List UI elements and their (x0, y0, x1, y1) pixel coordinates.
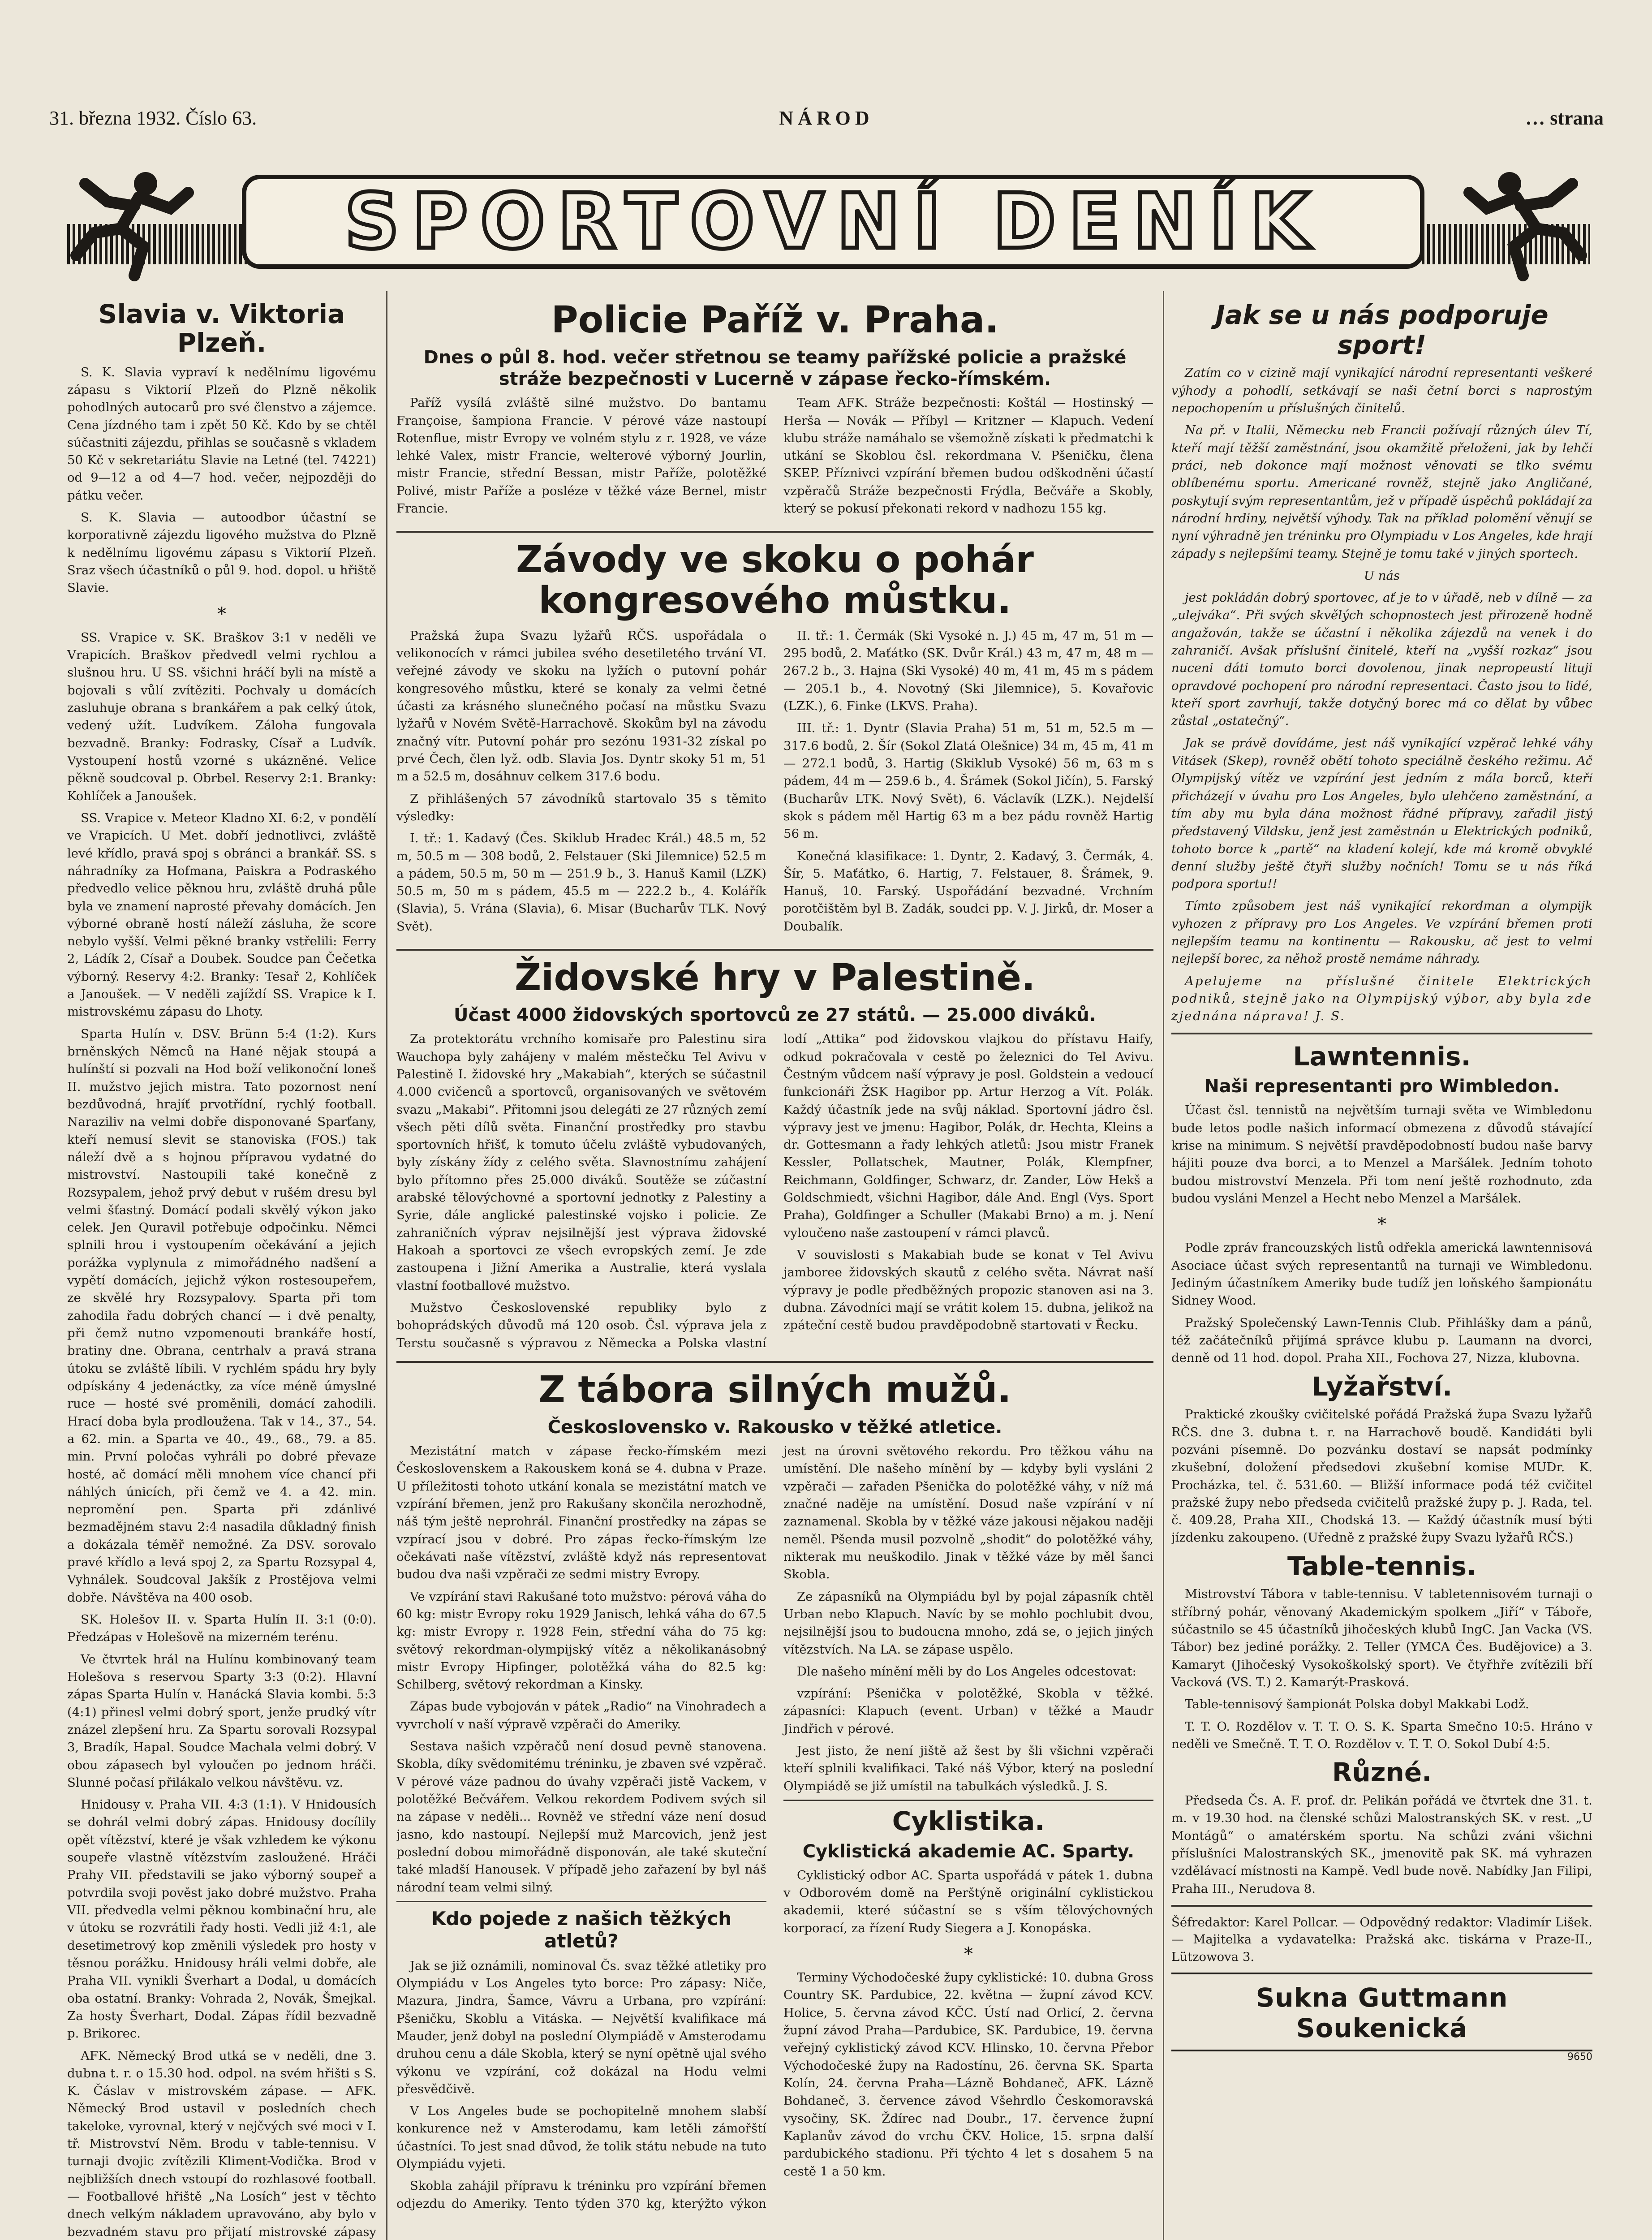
column-right (1171, 296, 1592, 2240)
column-rule (386, 291, 387, 2240)
paragraph: Jest jisto, že není jiště až šest by šli všichni vzpěrači kteří splnili kvalifikaci. Také náš Výbor, který na poslední Olympiádě se již umístil na tabulkách výsledků. J. S. (783, 1744, 1153, 1793)
paragraph: Sparta Hulín v. DSV. Brünn 5:4 (1:2). Kurs brněnských Němců na Hané nějak stoupá a hulínští si pozvali na Hod boží velikonoční loneš II. mužstvo jejich mistra. Tato pozornost není bezdůvodná, hrajíť prvotřídní, rychlý football. Naraziliv na velmi dobře disponované Sparťany, kteří nemusí slevit se stanoviska (FOS.) tak náleží dvě a s hojnou přípravou vydatné do mistrovství. Nastoupili také konečně z Rozsypalem, jehož prvý debut v rušém dresu byl velmi šťastný. Domácí podali skvělý výkon jako celek. Jen Quravil potřebuje odpočinku. Němci splnili hrou i vystoupením očekávání a jejich porážka vyplynula z mimořádného nadšení a vypětí domácích, jejichž výkon rostesoupeřem, ze skvělé hry Rozsypalovy. Sparta při tom zahodila řadu dobrých chancí — i dvě penalty, při čemž nutno vzpomenouti brankáře hostí, bratiny dne. Obrana, centrhalv a pravá strana útoku se zvláště líbili. V rychlém spádu hry byly odpískány 4 jedenáctky, za více méně úmyslné ruce — hosté své proměnili, domácí zahodili. Hrací doba byla prodloužena. Tak v 14., 37., 54. a 62. min. a Sparta ve 40., 49., 68., 79. a 85. min. První poločas vyhráli po dobré převaze hosté, ač domácí měli mnohem více chancí při náhlých únicích, při čemž ve 4. a 42. min. nepromění pen. Sparta při zdánlivé bezmadějném stavu 2:4 nasadila důkladný finish a dokázala téměř nemožné. Za DSV. sorovalo pravé křídlo a levá spoj 2, za Spartu Rozsypal 4, Vyhnálek. Soudcoval Jakšík z Prostějova velmi dobře. Návštěva na 400 osob. (67, 1026, 376, 1605)
headline-kdo: Kdo pojede z našich těžkých atletů? (431, 1907, 732, 1952)
paragraph: S. K. Slavia vypraví k nedělnímu ligovému zápasu s Viktorií Plzeň do Plzně několik pohodlných autocarů pro své členstvo a zájemce. Cena jízdného tam i zpět 50 Kč. Kdo by se chtěl súčastniti zájezdu, přihlas se současně s vkladem 50 Kč v sekretariátu Slavie na Letné (tel. 74221) od 9—12 a od 4—7 hod. večer, nejpozději do pátku večer. (67, 365, 376, 503)
divider (396, 1361, 1153, 1363)
paragraph: Pražská župa Svazu lyžařů RČS. uspořádala o velikonocích v rámci jubilea svého desetiletého trvání VI. veřejné závody ve skoku na lyžích o putovní pohár kongresového můstku, které se konaly za velmi četné účasti za krásného slunečného počasí na můstku Svazu lyžařů v Novém Světě-Harrachově. Skokům byl na závodu značný vítr. Putovní pohár pro sezónu 1931-32 získal po prvé Čech, člen lyž. odb. Slavia Jos. Dyntr skoky 51 m, 51 m a 52.5 m, dosáhnuv celkem 317.6 bodu. (396, 628, 766, 784)
paragraph: V souvislosti s Makabiah bude se konat v Tel Avivu jamboree židovských skautů z celého světa. Návrat naší výpravy je podle předběžných propozic stanoven asi na 3. dubna. Závodníci mají se vrátit kolem 15. dubna, jelikož na zpáteční cestě budou pravděpodobně startovati v Řecku. (783, 1248, 1153, 1333)
page-number: … strana (1525, 107, 1604, 129)
headline-zidovske: Židovské hry v Palestině. (514, 956, 1036, 999)
paragraph: Pražský Společenský Lawn-Tennis Club. Přihlášky dam a pánů, též začátečníků přijímá správce klubu p. Laumann na dvorci, denně od 11 hod. dopol. Praha XII., Fochova 27, Nizza, klubovna. (1171, 1315, 1592, 1366)
paragraph: Podle zpráv francouzských listů odřekla americká lawntennisová Asociace účast svých representantů na turnaji ve Wimbledonu. Jediným účastníkem Ameriky bude tudíž jen loňského šampionátu Sidney Wood. (1171, 1241, 1592, 1308)
column-left (67, 296, 376, 2240)
headline-slavia: Slavia v. Viktoria Plzeň. (98, 299, 345, 358)
paragraph: Z přihlášených 57 závodníků startovalo 35 s těmito výsledky: (396, 791, 766, 823)
paragraph: V Los Angeles bude se pochopitelně mnohem slabší konkurence než v Amsterodamu, kam letěli zámořští účastníci. To jest snad důvod, že tolik státu nebude na tuto Olympiádu vyjeti. (396, 2104, 766, 2171)
subheadline-policie: Dnes o půl 8. hod. večer střetnou se teamy pařížské policie a pražské stráže bezpečnosti v Lucerně v zápase řecko-římském. (423, 347, 1127, 390)
separator-star: * (1377, 1214, 1386, 1235)
imprint: Šéfredaktor: Karel Pollcar. — Odpovědný redaktor: Vladimír Lišek. — Majitelka a vydavatelka: Pražská akc. tiskárna v Praze-II., Lützowova 3. (1171, 1915, 1592, 1964)
paragraph: SS. Vrapice v. SK. Braškov 3:1 v neděli ve Vrapicích. Braškov předvedl velmi rychlou a slušnou hru. U SS. všichni hráčí byli na místě a bojovali s vůlí zvítěziti. Pochvaly u domácích zasluhuje obrana s brankářem a pak celký útok, vedený užít. Ludvíkem. Záloha fungovala bezvadně. Branky: Fodrasky, Císař a Ludvík. Vystoupení hostů vzorné s ukázněné. Velice pěkně soudcoval p. Obrbel. Reservy 2:1. Branky: Kohlíček a Janoušek. (67, 630, 376, 803)
subheadline-cyklistika: Cyklistická akademie AC. Sparty. (802, 1841, 1135, 1862)
article-zavody (396, 540, 1153, 940)
paragraph: vzpírání: Pšenička v polotěžké, Skobla v těžké. zápasníci: Klapuch (event. Urban) v těžké a Maudr Jindřich v pérové. (783, 1686, 1153, 1736)
paragraph: SS. Vrapice v. Meteor Kladno XI. 6:2, v pondělí ve Vrapicích. U Met. dobří jednotlivci, zvláště levé křídlo, pravá spoj s obránci a brankář. SS. s náhradníky za Hofmana, Paiskra a Podraského předvedlo velice pěknou hru, zvláště druhá půle byla ve znamení naprosté převahy domácích. Jen výborné obraně hostí náleží zásluha, že score nebylo vyšší. Velmi pěkné branky vstřelili: Ferry 2, Ládík 2, Císař a Doubek. Soudce pan Čečetka výborný. Reservy 4:2. Branky: Tesař 2, Kohlíček a Janoušek. — V neděli zajíždí SS. Vrapice k I. mistrovskému zápasu do Lhoty. (67, 810, 376, 1019)
paragraph: Ve vzpírání stavi Rakušané toto mužstvo: pérová váha do 60 kg: mistr Evropy roku 1929 Janisch, lehká váha do 67.5 kg: mistr Evropy r. 1928 Fein, střední váha do 75 kg: světový rekordman-olympijský vítěz a několikanásobný mistr Evropy Hipfinger, polotěžká váha do 82.5 kg: Schilberg, světový rekordman a Kinsky. (396, 1589, 766, 1692)
paragraph: Team AFK. Stráže bezpečnosti: Koštál — Hostinský — Herša — Novák — Příbyl — Kritzner — Klapuch. Vedení klubu stráže namáhalo se všemožně získati k předmatchi k utkání se Skoblou čsl. rekordmana V. Pšeničku, člena SKEP. Příznivci vzpírání břemen budou odškodněni účastí vzpěračů Stráže bezpečnosti Frýdla, Bečváře a Skobly, který se pokusí překonati rekord v nadhozu 155 kg. (783, 396, 1153, 516)
paragraph: Hnidousy v. Praha VII. 4:3 (1:1). V Hnidousích se dohrál velmi dobrý zápas. Hnidousy docílily opět vítězství, které je však vzhledem ke výkonu soupeře vlastně vítězstvím zasloužené. Hráči Prahy VII. představili se jako výborný soupeř a potvrdila svoji pověst jako dobré mužstvo. Praha VII. předvedla velmi pěknou kombinační hru, ale v útoku se rozvrátili řady hosti. Vedli již 4:1, ale desetimetrový kop změnili výsledek pro hosty v těsnou porážku. Hnidousy hráli velmi dobře, ale Praha VII. vynikli Šverhart a Dodal, u domácích oba ostatní. Branky: Vohrada 2, Novák, Šmejkal. Za hosty Šverhart, Dodal. Zápas řídil bezvadně p. Brikorec. (67, 1797, 376, 2041)
paragraph: SK. Holešov II. v. Sparta Hulín II. 3:1 (0:0). Předzápas v Holešově na mizerném terénu. (67, 1612, 376, 1645)
masthead-title: SPORTOVNÍ DENÍK (242, 175, 1424, 269)
paragraph: Účast čsl. tennistů na největším turnaji světa ve Wimbledonu bude letos podle našich informací obmezena z důvodů stávající krise na minimum. S největší pravděpodobností budou naše barvy hájiti pouze dva borci, a to Menzel a Maršálek. Jedním tohoto budou mistrovství Menzela. Při tom není ještě rozhodnuto, zda budou vysláni Menzel a Hecht nebo Menzel a Maršálek. (1171, 1103, 1592, 1206)
paragraph: AFK. Německý Brod utká se v neděli, dne 3. dubna t. r. o 15.30 hod. odpol. na svém hřišti s S. K. Čáslav v mistrovském zápase. — AFK. Německý Brod ustavil v posledních chech takeloke, vyrovnal, který v nejčvých své moci v I. tř. Mistrovství Něm. Brodu v table-tennisu. V turnaji dvojic zvítězili Kliment-Vodička. Brod v nejbližších dnech vstoupí do rozhlasové football. — Footballové hřiště „Na Losích“ jest v těchto dnech velkým nákladem upravováno, aby bylo v bezvadném stavu pro přijatí mistrovské zápasy (67, 2048, 376, 2239)
divider (396, 1901, 766, 1902)
newspaper-name: NÁROD (779, 107, 874, 129)
runner-right-icon (1456, 166, 1590, 282)
running-header (49, 107, 1604, 134)
paragraph: Apelujeme na příslušné činitele Elektrických podniků, stejně jako na Olympijský výbor, aby byla zde zjednána náprava! J. S. (1171, 974, 1592, 1024)
paragraph: III. tř.: 1. Dyntr (Slavia Praha) 51 m, 51 m, 52.5 m — 317.6 bodů, 2. Šír (Sokol Zlatá Olešnice) 34 m, 45 m, 41 m — 272.1 bodů, 3. Hartig (Skiklub Vysoké) 56 m, 63 m s pádem, 44 m — 259.6 b., 4. Šrámek (Sokol Jičín), 5. Farský (Bucharův LTK. Nový Svět), 6. Václavík (LZK.). Nejdelší skok s pádem měl Hartig 63 m a bez pádu rovněž Hartig 56 m. (783, 721, 1153, 841)
paragraph: S. K. Slavia — autoodbor účastní se korporativně zájezdu ligového mužstva do Plzně k nedělnímu ligovému zápasu s Viktorií Plzeň. Sraz všech účastníků o půl 9. hod. dopol. u hřiště Slavie. (67, 510, 376, 595)
subheadline-tabora: Československo v. Rakousko v těžké atletice. (547, 1417, 1002, 1438)
paragraph: Terminy Východočeské župy cyklistické: 10. dubna Gross Country SK. Pardubice, 22. května — župní závod KCV. Holice, 5. června závod KČC. Ústí nad Orlicí, 2. června župní závod Praha—Pardubice, SK. Pardubice, 19. června veřejný cyklistický závod KCV. Hlinsko, 10. června Přebor Východočeské župy na Radostínu, 26. června SK. Sparta Kolín, 24. června Praha—Lázně Bohdaneč, AFK. Lázně Bohdaneč, 3. července závod Všehrdlo Českomoravská vysočiny, SK. Ždírec nad Doubr., 17. července župní Kaplanův závod do vrchu ČKV. Holice, 15. srpna další pardubického stadionu. Při týchto 4 let s dosahem 5 na cestě 1 a 50 km. (783, 1970, 1153, 2179)
subheadline-zidovske: Účast 4000 židovských sportovců ze 27 států. — 25.000 diváků. (454, 1005, 1096, 1026)
paragraph: Tímto způsobem jest náš vynikající rekordman a olympijk vyhozen z přípravy pro Los Angeles. Ve vzpírání břemen proti nejlepším teamu na kontinentu — Rakousku, ač jest to velmi nejlepší borec, za něhož prostě nemáme náhrady. (1171, 899, 1592, 966)
paragraph: Table-tennisový šampionát Polska dobyl Makkabi Lodž. (1185, 1697, 1529, 1712)
divider (396, 949, 1153, 951)
article-zidovske (396, 958, 1153, 1352)
advertisement: Sukna Guttmann Soukenická (1171, 1973, 1592, 2051)
divider (1171, 1033, 1592, 1034)
issue-date: 31. března 1932. Číslo 63. (49, 107, 257, 129)
headline-policie: Policie Paříž v. Praha. (551, 299, 999, 341)
paragraph: Mezistátní match v zápase řecko-římském mezi Československem a Rakouskem koná se 4. dubna v Praze. U příležitosti tohoto utkání konala se mezistátní match ve vzpírání břemen, jenž pro Rakušany skončila nerozhodně, náš tým ještě neprohrál. Finanční prostředky na zápas se vzpírací jsou v dobré. Pro zápas řecko-římským lze očekávati naše vítězství, zvláště když nás representovat budou dva naši vzpěrači ze sedmi mistry Evropy. (396, 1444, 766, 1582)
paragraph: jest pokládán dobrý sportovec, ať je to v úřadě, neb v dílně — za „ulejváka“. Při svých skvělých schopnostech jest přirozeně hodně angažován, takže se účastní i několika zájezdů na venek i do zahraničí. Avšak příslušní činitelé, kteří na „vyšší rozkaz“ jsou nuceni dáti tomuto borci dovolenou, jinak nepropeustí lituji opravdové pochopení pro národní representaci. Často jsou to lidé, kteří sport zavrhují, takže dotyčný borec má co dělat by vůbec zůstal „ostatečný“. (1171, 590, 1592, 728)
paragraph: Za protektorátu vrchního komisaře pro Palestinu sira Wauchopa byly zahájeny v malém městečku Tel Avivu v Palestině I. židovské hry „Makabiah“, kterých se súčastnil 4.000 cvičenců a sportovců, organisovaných ve světovém svazu „Makabi“. Přitomni jsou delegáti ze 27 různých zemí všech pěti dílů světa. Finanční prostředky pro stavbu sportovních hřišť, k tomuto účelu zvláště vybudovaných, byly získány žídy z celého světa. Slavnostnímu zahájení bylo přítomno přes 25.000 diváků. Soutěže se zúčastní arabské tělovýchovné a sportovní jednotky z Palestiny a Syrie, dále anglické palestinské vojsko i policie. Ze zahraničních výprav nejsilnější jest výprava židovské Hakoah a sportovci ze všech evropských zemí. Je zde zastoupena i Jižní Amerika a Australie, která vyslala vlastní footballové mužstvo. (396, 1032, 766, 1293)
headline-tabora: Z tábora silných mužů. (538, 1368, 1011, 1411)
paragraph: Praktické zkoušky cvičitelské pořádá Pražská župa Svazu lyžařů RČS. dne 3. dubna t. r. na Harrachově boudě. Kandidáti byli pozváni písemně. Do pozvánku dostaví se napsát podmínky zkušební, doložení předsedovi zkušební komise MUDr. K. Procházka, tel. č. 531.60. — Bližší informace podá též cvičitel pražské župy nebo předseda cvičitelů pražské župy p. J. Rada, tel. č. 409.28, Praha XII., Chodská 13. — Každý účastník musí býti jízdenku zakoupeno. (Uředně z pražské župy Svazu lyžařů RČS.) (1171, 1407, 1592, 1545)
paragraph: Mužstvo Československé republiky bylo z bohoprádských důvodů má 120 osob. Čsl. výprava jela z Terstu současně s výpravou z Německa a Polska vlastní lodí „Attika“ pod židovskou vlajkou do přístavu Haify, odkud pokračovala v cestě po železnici do Tel Avivu. Čestným vůdcem naší výpravy je posl. Goldstein a vedoucí funkcionáři ŽSK Hagibor pp. Artur Herzog a Vít. Polák. Každý účastník jede na svůj náklad. Sportovní jádro čsl. výpravy jest ve jmenu: Hagibor, Polák, dr. Hechta, Kleins a dr. Gottesmann a řady lehkých atletů: Jsou mistr Franek Kessler, Pollatschek, Mautner, Polák, Klempfner, Reichmann, Goldfinger, Schwarz, dr. Zander, Löw Hekš a Goldschmiedt, všichni Hagibor, dále And. Engl (Vys. Sport Praha), Goldfinger a Schuller (Makabi Brno) a m. j. Není vyloučeno naše zastoupení v rámci plavců. (396, 1032, 1153, 1350)
separator-star: * (964, 1943, 973, 1964)
masthead (67, 166, 1590, 278)
paragraph: Na př. v Italii, Německu neb Francii požívají různých úlev Tí, kteří mají těžší zaměstnání, jsou okamžitě přeloženi, jak by lehčí práci, neb dokonce mají možnost věnovati se tlko svému oblíbenému sportu. Americané rovněž, stejně jako Angličané, poskytují svým representantům, jež v případě úspěchů pokládají za národní hrdiny, největší výhody. Tak na příklad polomění věnují se nyní výhradně jen tréninku pro Olympiadu v Los Angeles, kde hrají západy s nejlepšími teamy. Stejně je tomu také v jiných sportech. (1171, 423, 1592, 561)
paragraph: Konečná klasifikace: 1. Dyntr, 2. Kadavý, 3. Čermák, 4. Šír, 5. Maťátko, 6. Hartig, 7. Felstauer, 8. Šrámek, 9. Hanuš, 10. Farský. Uspořádání bezvadné. Vrchním porotčištěm byl B. Zadák, soudci pp. V. J. Jirků, dr. Moser a Doubalík. (783, 849, 1153, 934)
runner-left-icon (67, 166, 202, 282)
headline-lawntennis: Lawntennis. (1293, 1041, 1471, 1072)
paragraph: Jak se již oznámili, nominoval Čs. svaz těžké atletiky pro Olympiádu v Los Angeles tyto borce: Pro zápasy: Niče, Mazura, Jindra, Šamce, Vávru a Urbana, pro vzpírání: Pšeničku, Skoblu a Vitáska. — Největší kvalifikace má Mauder, jenž dobyl na poslední Olympiádě v Amsterodamu druhou cenu a dále Skobla, který se nyní opětně ujal svého výkonu ve vzpírání, což dokázal na Hodu velmi přesvědčivě. (396, 1958, 766, 2096)
divider (396, 531, 1153, 533)
column-center (396, 296, 1153, 2240)
headline-lyzarstvi: Lyžařství. (1311, 1371, 1453, 1402)
article-policie (396, 300, 1153, 522)
article-tabora (396, 1370, 1153, 2213)
headline-table-tennis: Table-tennis. (1287, 1551, 1477, 1581)
column-rule (1163, 291, 1164, 2240)
paragraph: Ze zápasníků na Olympiádu byl by pojal zápasník chtěl Urban nebo Klapuch. Navíc by se mohlo pochlubit dvou, nejsilnější jsou to budoucna mnoho, zdá se, o jejich jiných vítězstvích. Na LA. se zápase uspělo. (783, 1589, 1153, 1657)
ad-number: 9650 (1567, 2051, 1592, 2063)
paragraph: Mistrovství Tábora v table-tennisu. V tabletennisovém turnaji o stříbrný pohár, věnovaný Akademickým spolkem „Jiří“ v Táboře, súčastnilo se 45 účastníků jihočeských klubů IngC. Jan Vacka (VS. Tábor) bez jediné porážky. 2. Teller (YMCA Čes. Budějovice) a 3. Kamaryt (Jihočeský Vysokoškolský sport). Ve čtyřhře zvítězili bří Vacková (VS. T.) 2. Kamarýt-Prasková. (1171, 1587, 1592, 1689)
paragraph: Zápas bude vybojován v pátek „Radio“ na Vinohradech a vyvrcholí v naší výpravě vzpěrači do Ameriky. (396, 1699, 766, 1732)
paragraph: II. tř.: 1. Čermák (Ski Vysoké n. J.) 45 m, 47 m, 51 m — 295 bodů, 2. Maťátko (SK. Dvůr Král.) 43 m, 47 m, 48 m — 267.2 b., 3. Hajna (Ski Vysoké) 40 m, 41 m, 45 m s pádem — 205.1 b., 4. Novotný (Ski Jilemnice), 5. Kovařovic (LZK.), 6. Finke (LKVS. Praha). (783, 628, 1153, 713)
paragraph: Cyklistický odbor AC. Sparta uspořádá v pátek 1. dubna v Odborovém domě na Perštýně originální cyklistickou akademii, které súčastní se s vším tělovýchovných korporací, za řízení Rudy Siegera a J. Konopáska. (783, 1868, 1153, 1935)
paragraph: Dle našeho mínění měli by do Los Angeles odcestovat: (797, 1664, 1136, 1679)
paragraph: Předseda Čs. A. F. prof. dr. Pelikán pořádá ve čtvrtek dne 31. t. m. v 19.30 hod. na členské schůzi Malostranských SK. v rest. „U Montágů“ o amatérském sportu. Na schůzi zváni všichni příslušníci Malostranských SK., jmenovitě pak SK. má vyhrazen vzdělávací místnosti na Kampě. Vedl bude nově. Nabídky Jan Filipi, Praha III., Nerudova 8. (1171, 1793, 1592, 1896)
separator-star: * (217, 603, 226, 625)
subheadline-lawntennis: Naši representanti pro Wimbledon. (1204, 1076, 1560, 1097)
headline-jak: Jak se u nás podporuje sport! (1215, 300, 1549, 360)
headline-zavody: Závody ve skoku o pohár kongresového můstku. (516, 538, 1034, 622)
paragraph: Ve čtvrtek hrál na Hulínu kombinovaný team Holešova s reservou Sparty 3:3 (0:2). Hlavní zápas Sparta Hulín v. Hanácká Slavia kombi. 5:3 (4:1) přinesl velmi dobrý sport, jenže prudký vítr znázel zlepšení hru. Za Spartu sorovali Rozsypal 3, Bradík, Hapal. Soudce Machala velmi dobrý. V obou zápasech byl vyloučen po jednom hráči. Slunné počasí přilákalo velkou návštěvu. vz. (67, 1652, 376, 1790)
headline-ruzne: Různé. (1332, 1757, 1432, 1788)
paragraph: Paříž vysílá zvláště silné mužstvo. Do bantamu Françoise, šampiona Francie. V pérové váze nastoupí Rotenflue, mistr Evropy ve volném stylu z r. 1928, ve váze lehké Valex, mistr Francie, welterové výborný Jourlin, mistr Francie, střední Bessan, mistr Paříže, polotěžké Polivé, mistr Paříže a posléze v těžké váze Bernel, mistr Francie. (396, 396, 766, 516)
headline-cyklistika: Cyklistika. (892, 1806, 1045, 1836)
paragraph: Sestava našich vzpěračů není dosud pevně stanovena. Skobla, díky svědomitému tréninku, je zbaven své vzpěrač. V pérové váze padnou do úvahy vzpěrači jistě Vackem, v polotěžké Bečvářem. Velkou rekordem Podivem svých sil na zápase v neděli... Rovněž ve střední váze není dosud jasno, kdo nastoupí. Nejlepší muž Marcovich, jenž jest poslední dobou mimořádně disponován, ale také skuteční také mladší Hanousek. V případě jeho zařazení by byl náš národní team velmi silný. (396, 1739, 766, 1895)
paragraph: Skobla zahájil přípravu k tréninku pro vzpírání břemen odjezdu do Ameriky. Tento týden 370 kg, kterýžto výkon jest na úrovni světového rekordu. Pro těžkou váhu na umístění. Dle našeho mínění by — kdyby byli vysláni 2 vzpěrači — zařaden Pšenička do polotěžké váhy, v níž má značné naděje na umístění. Dosud naše vzpírání v ní zaznamenal. Skobla by v těžké váze jakousi nějakou naději neměl. Pšenda musil pozvolně „shodit“ do polotěžké váhy, nikterak mu neuškodilo. Jinak v těžké váze by měl šanci Skobla. (396, 1444, 1153, 2211)
paragraph: I. tř.: 1. Kadavý (Čes. Skiklub Hradec Král.) 48.5 m, 52 m, 50.5 m — 308 bodů, 2. Felstauer (Ski Jilemnice) 52.5 m a pádem, 50.5 m, 50 m — 251.9 b., 3. Hanuš Kamil (LZK) 50.5 m, 50 m s pádem, 45.5 m — 222.2 b., 4. Kolářík (Slavia), 5. Vrána (Slavia), 6. Misar (Bucharův TLK. Nový Svět). (396, 831, 766, 934)
paragraph: Jak se právě dovídáme, jest náš vynikající vzpěrač lehké váhy Vitásek (Skep), rovněž obětí tohoto speciálně českého režimu. Ač Olympijský vítěz ve vzpírání jest jedním z mála borců, kteří přicházejí v úvahu pro Los Angeles, bylo ulehčeno zaměstnání, a tím aby mu byla dána možnost řádné přípravy, zařadil jistý představený Vildsku, jenž jest zaměstnán u Elektrických podniků, tohoto borce k „partě“ na kladení kolejí, kde má kromě obvyklé denní služby ještě čtyři služby nočních! Tomu se u nás říká podpora sportu!! (1171, 736, 1592, 892)
divider (1171, 1905, 1592, 1907)
divider (783, 1800, 1153, 1801)
paragraph: T. T. O. Rozdělov v. T. T. O. S. K. Sparta Smečno 10:5. Hráno v neděli ve Smečně. T. T. O. Rozdělov v. T. T. O. Sokol Dubí 4:5. (1171, 1719, 1592, 1751)
paragraph: Zatím co v cizině mají vynikající národní representanti veškeré výhody a pohodlí, setkávají se naši četní borci s naprostým nepochopením u příslušných činitelů. (1171, 366, 1592, 415)
subheading-u-nas: U nás (1364, 568, 1400, 583)
